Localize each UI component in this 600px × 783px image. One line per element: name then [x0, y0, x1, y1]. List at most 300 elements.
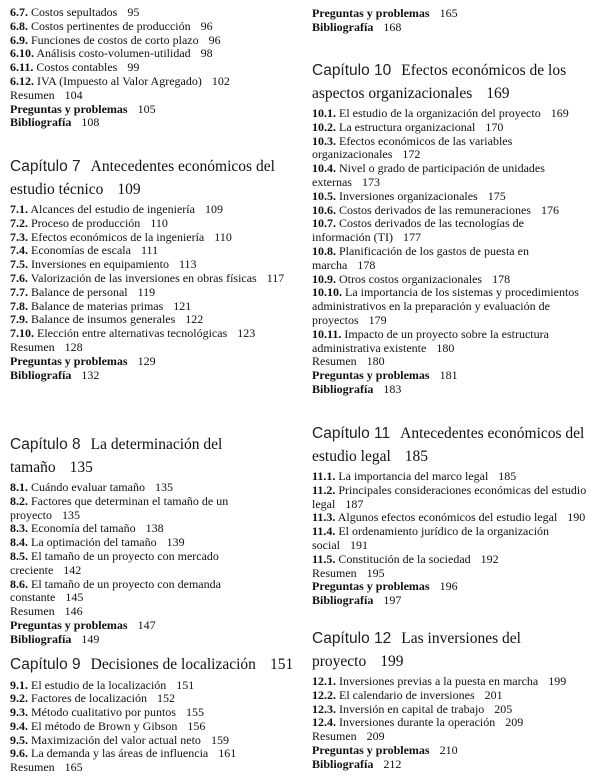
entry-title: Otros costos organizacionales — [339, 271, 483, 286]
entry-title-cont: legal — [312, 496, 336, 511]
entry-page: 104 — [64, 87, 83, 102]
entry-page: 177 — [402, 230, 421, 245]
chapter-heading — [10, 656, 302, 675]
entry-title: Inversiones en equipamiento — [31, 257, 169, 272]
entry-title: Método cualitativo por puntos — [31, 705, 176, 720]
toc-entry[interactable] — [10, 550, 302, 564]
entry-title: Factores que determinan el tamaño de un — [31, 493, 229, 508]
toc-section-ch6-tail — [10, 6, 302, 130]
toc-entry[interactable] — [312, 328, 600, 342]
entry-number: 8.1. — [10, 480, 28, 494]
entry-page: 197 — [383, 593, 402, 608]
entry-page: 178 — [492, 271, 511, 286]
entry-title: Costos contables — [36, 60, 118, 75]
entry-page: 128 — [64, 339, 83, 354]
toc-entry[interactable] — [312, 703, 600, 717]
entry-title-cont: constante — [10, 590, 56, 605]
entry-number: 6.11. — [10, 60, 34, 75]
entry-title: Cuándo evaluar tamaño — [31, 480, 145, 494]
toc-entry[interactable] — [312, 107, 600, 121]
toc-section-ch9 — [10, 656, 302, 775]
entry-number: 8.5. — [10, 548, 28, 563]
entry-page: 176 — [540, 202, 559, 217]
entry-number: 11.5. — [312, 551, 336, 566]
entry-title: Resumen — [10, 87, 55, 102]
entry-page: 212 — [383, 756, 402, 771]
toc-entry[interactable] — [312, 511, 600, 525]
entry-title-cont: creciente — [10, 562, 54, 577]
toc-entry[interactable] — [10, 734, 302, 748]
entry-page: 122 — [185, 312, 204, 327]
entry-page: 210 — [439, 742, 458, 757]
entry-number: 7.2. — [10, 215, 28, 230]
entry-page: 105 — [137, 101, 156, 116]
entry-title-cont: administrativos en la preparación y evaluación de — [312, 299, 550, 314]
toc-entry[interactable] — [312, 383, 600, 397]
entry-number: 10.4. — [312, 161, 336, 176]
chapter-title-cont: estudio legal — [312, 447, 391, 465]
toc-entry[interactable] — [312, 744, 600, 758]
entry-title: Economía del tamaño — [31, 521, 136, 536]
entry-page: 111 — [140, 243, 159, 258]
entry-number: 7.10. — [10, 326, 34, 341]
chapter-page: 185 — [404, 447, 429, 465]
entry-number: 8.3. — [10, 521, 28, 536]
entry-title: Constitución de la sociedad — [338, 551, 471, 566]
entry-number: 7.8. — [10, 298, 28, 313]
chapter-page: 199 — [380, 652, 404, 670]
entry-title: Preguntas y problemas — [10, 617, 128, 632]
toc-entry[interactable] — [10, 34, 302, 48]
entry-title: Factores de localización — [31, 691, 147, 706]
entry-page: 165 — [64, 760, 83, 775]
entry-page: 121 — [173, 298, 192, 313]
entry-number: 10.6. — [312, 202, 336, 217]
entry-page: 110 — [150, 215, 168, 230]
entry-title: Alcances del estudio de ingeniería — [30, 202, 195, 216]
entry-title: Costos derivados de las tecnologías de — [339, 216, 524, 231]
toc-entry[interactable] — [10, 706, 302, 720]
entry-page: 169 — [550, 106, 569, 120]
entry-page: 129 — [137, 353, 156, 368]
entry-title: Preguntas y problemas — [10, 353, 128, 368]
entry-number: 9.4. — [10, 718, 28, 733]
toc-entry[interactable] — [312, 162, 600, 176]
entry-title: Inversiones previas a la puesta en marcha — [339, 674, 539, 688]
toc-entry[interactable] — [312, 594, 600, 608]
toc-entry[interactable] — [10, 327, 302, 341]
entry-title: Costos sepultados — [31, 5, 118, 19]
toc-entry[interactable] — [10, 605, 302, 619]
entry-title: Bibliografía — [10, 367, 72, 382]
entry-title-cont: administrativa existente — [312, 340, 427, 355]
toc-entry[interactable] — [312, 21, 600, 35]
toc-section-ch10 — [312, 62, 600, 397]
entry-title: Costos pertinentes de producción — [31, 18, 191, 33]
entry-title: Preguntas y problemas — [312, 579, 430, 594]
chapter-title: Efectos económicos de los — [401, 62, 567, 79]
entry-title: Algunos efectos económicos del estudio legal — [337, 510, 558, 525]
entry-page: 113 — [178, 257, 197, 272]
entry-title: La estructura organizacional — [339, 119, 476, 134]
entry-title: Bibliografía — [312, 756, 374, 771]
toc-entry-cont — [312, 176, 600, 190]
entry-title: Resumen — [10, 604, 55, 619]
toc-entry-cont — [312, 231, 600, 245]
toc-entry[interactable] — [10, 20, 302, 34]
chapter-heading-cont — [10, 181, 302, 200]
entry-page: 95 — [127, 5, 140, 19]
entry-title: Análisis costo-volumen-utilidad — [36, 46, 191, 61]
entry-title: Resumen — [312, 354, 357, 369]
toc-entry[interactable] — [312, 7, 600, 21]
entry-number: 11.3. — [312, 510, 336, 525]
entry-title: Preguntas y problemas — [312, 6, 430, 20]
entry-page: 209 — [505, 715, 524, 730]
entry-number: 10.9. — [312, 271, 336, 286]
entry-page: 135 — [61, 507, 80, 522]
chapter-heading — [312, 62, 600, 81]
entry-page: 147 — [137, 617, 156, 632]
entry-page: 98 — [200, 46, 213, 61]
toc-entry[interactable] — [10, 89, 302, 103]
toc-entry-cont — [10, 509, 302, 523]
entry-number: 9.3. — [10, 705, 28, 720]
toc-entry[interactable] — [312, 758, 600, 772]
toc-entry[interactable] — [10, 244, 302, 258]
toc-entry[interactable] — [10, 369, 302, 383]
chapter-label: Capítulo 10 — [312, 62, 392, 79]
entry-title: La importancia de los sistemas y procedimientos — [345, 285, 579, 300]
entry-title: Efectos económicos de las variables — [339, 133, 513, 148]
entry-page: 142 — [63, 562, 82, 577]
toc-entry[interactable] — [312, 273, 600, 287]
entry-page: 179 — [368, 312, 387, 327]
chapter-page: 135 — [69, 458, 93, 476]
toc-entry[interactable] — [10, 355, 302, 369]
entry-title: Resumen — [312, 565, 357, 580]
toc-entry[interactable] — [312, 204, 600, 218]
chapter-title-cont: estudio técnico — [10, 180, 104, 198]
toc-entry[interactable] — [312, 286, 600, 300]
toc-entry[interactable] — [10, 313, 302, 327]
entry-number: 7.7. — [10, 284, 28, 299]
entry-title: La importancia del marco legal — [338, 469, 489, 483]
entry-title: Preguntas y problemas — [312, 368, 430, 383]
entry-page: 173 — [361, 174, 380, 189]
entry-number: 6.8. — [10, 18, 28, 33]
toc-entry[interactable] — [10, 495, 302, 509]
toc-entry[interactable] — [312, 135, 600, 149]
toc-entry[interactable] — [312, 484, 600, 498]
entry-page: 117 — [266, 270, 285, 285]
entry-title: El estudio de la localización — [31, 677, 167, 692]
chapter-title-cont: aspectos organizacionales — [312, 84, 473, 102]
entry-page: 180 — [436, 340, 455, 355]
entry-number: 7.1. — [10, 202, 28, 216]
toc-entry[interactable] — [10, 300, 302, 314]
entry-page: 187 — [345, 496, 364, 511]
entry-page: 110 — [214, 229, 232, 244]
entry-number: 8.2. — [10, 493, 28, 508]
entry-title: Bibliografía — [10, 631, 72, 646]
entry-title: Valorización de las inversiones en obras físicas — [30, 270, 257, 285]
entry-title: El calendario de inversiones — [339, 687, 475, 702]
toc-entry-cont — [312, 342, 600, 356]
entry-title: Proceso de producción — [31, 215, 141, 230]
chapter-heading-cont — [312, 85, 600, 104]
toc-entry[interactable] — [312, 553, 600, 567]
entry-page: 123 — [237, 326, 256, 341]
entry-page: 209 — [366, 729, 385, 744]
entry-number: 10.7. — [312, 216, 336, 231]
toc-entry[interactable] — [10, 286, 302, 300]
toc-entry[interactable] — [312, 689, 600, 703]
chapter-title: Decisiones de localización — [90, 656, 256, 673]
entry-number: 10.2. — [312, 119, 336, 134]
entry-page: 183 — [383, 381, 402, 396]
entry-title: IVA (Impuesto al Valor Agregado) — [37, 73, 202, 88]
entry-title: La optimación del tamaño — [31, 535, 157, 550]
entry-page: 201 — [484, 687, 503, 702]
toc-entry[interactable] — [10, 103, 302, 117]
entry-title: Balance de insumos generales — [31, 312, 176, 327]
toc-entry[interactable] — [10, 231, 302, 245]
toc-entry-cont — [10, 591, 302, 605]
chapter-label: Capítulo 12 — [312, 630, 392, 647]
entry-title: Planificación de los gastos de puesta en — [339, 243, 529, 258]
entry-title: Balance de materias primas — [31, 298, 164, 313]
entry-title-cont: proyectos — [312, 312, 359, 327]
toc-entry[interactable] — [312, 525, 600, 539]
entry-title: El estudio de la organización del proyecto — [339, 106, 541, 120]
toc-entry[interactable] — [10, 116, 302, 130]
entry-number: 10.1. — [312, 106, 336, 120]
entry-number: 10.11. — [312, 326, 342, 341]
toc-entry[interactable] — [312, 730, 600, 744]
entry-number: 6.9. — [10, 32, 28, 47]
entry-number: 11.2. — [312, 482, 336, 497]
entry-title: Inversiones durante la operación — [339, 715, 496, 730]
entry-title: Elección entre alternativas tecnológicas — [37, 326, 228, 341]
entry-title: Resumen — [312, 729, 357, 744]
toc-entry[interactable] — [312, 121, 600, 135]
toc-entry[interactable] — [10, 203, 302, 217]
entry-page: 96 — [200, 18, 213, 33]
entry-title-cont: proyecto — [10, 507, 52, 522]
toc-entry[interactable] — [10, 258, 302, 272]
chapter-heading-cont — [312, 448, 600, 467]
toc-entry[interactable] — [312, 675, 600, 689]
toc-entry[interactable] — [10, 75, 302, 89]
toc-entry[interactable] — [10, 747, 302, 761]
chapter-title: Antecedentes económicos del — [400, 425, 585, 442]
entry-title: El tamaño de un proyecto con mercado — [31, 548, 219, 563]
entry-title: Bibliografía — [312, 381, 374, 396]
entry-page: 170 — [485, 119, 504, 134]
entry-number: 6.10. — [10, 46, 34, 61]
entry-page: 119 — [137, 284, 156, 299]
toc-entry[interactable] — [10, 217, 302, 231]
entry-number: 9.1. — [10, 677, 28, 692]
entry-title: Economías de escala — [31, 243, 131, 258]
entry-page: 195 — [366, 565, 385, 580]
entry-title: Inversiones organizacionales — [339, 188, 478, 203]
chapter-heading-cont — [10, 459, 302, 478]
entry-page: 175 — [487, 188, 506, 203]
entry-number: 6.7. — [10, 5, 28, 19]
entry-number: 8.6. — [10, 576, 28, 591]
entry-page: 205 — [494, 701, 513, 716]
toc-entry[interactable] — [312, 716, 600, 730]
entry-page: 191 — [350, 537, 368, 552]
toc-section-ch12 — [312, 630, 600, 772]
toc-entry-cont — [312, 259, 600, 273]
entry-title: Preguntas y problemas — [312, 742, 430, 757]
chapter-title-cont: tamaño — [10, 458, 56, 476]
entry-page: 156 — [187, 718, 206, 733]
toc-entry[interactable] — [10, 522, 302, 536]
toc-entry[interactable] — [10, 272, 302, 286]
entry-title: Costos derivados de las remuneraciones — [339, 202, 531, 217]
entry-page: 185 — [498, 469, 517, 483]
entry-page: 146 — [64, 604, 83, 619]
entry-number: 12.3. — [312, 701, 336, 716]
entry-page: 138 — [145, 521, 164, 536]
entry-page: 155 — [185, 705, 204, 720]
entry-number: 8.4. — [10, 535, 28, 550]
toc-entry[interactable] — [10, 578, 302, 592]
entry-title: El método de Brown y Gibson — [31, 718, 178, 733]
entry-title: Impacto de un proyecto sobre la estructura — [344, 326, 549, 341]
entry-title: Bibliografía — [10, 115, 72, 130]
toc-entry[interactable] — [10, 6, 302, 20]
entry-title: Nivel o grado de participación de unidades — [339, 161, 545, 176]
chapter-heading-cont — [312, 653, 600, 672]
entry-number: 10.8. — [312, 243, 336, 258]
chapter-title: Las inversiones del — [401, 630, 521, 647]
entry-number: 9.6. — [10, 746, 28, 761]
chapter-heading — [10, 436, 302, 455]
toc-entry[interactable] — [10, 692, 302, 706]
entry-title: Balance de personal — [31, 284, 128, 299]
entry-number: 11.4. — [312, 524, 336, 539]
entry-page: 159 — [210, 732, 229, 747]
entry-number: 7.4. — [10, 243, 28, 258]
entry-title: Principales consideraciones económicas del estudio — [338, 482, 587, 497]
entry-title: Maximización del valor actual neto — [31, 732, 201, 747]
entry-number: 12.4. — [312, 715, 336, 730]
toc-entry[interactable] — [10, 720, 302, 734]
chapter-label: Capítulo 9 — [10, 656, 81, 673]
entry-page: 135 — [154, 480, 173, 494]
toc-section-ch9-tail — [312, 7, 600, 35]
entry-page: 151 — [176, 677, 195, 692]
entry-page: 180 — [366, 354, 385, 369]
toc-entry-cont — [312, 148, 600, 162]
entry-page: 145 — [65, 590, 84, 605]
toc-section-ch11 — [312, 425, 600, 608]
chapter-heading — [312, 630, 600, 649]
chapter-label: Capítulo 8 — [10, 436, 81, 453]
toc-entry[interactable] — [10, 341, 302, 355]
entry-page: 178 — [357, 257, 376, 272]
entry-page: 152 — [156, 691, 175, 706]
toc-entry[interactable] — [10, 633, 302, 647]
toc-entry-cont — [312, 498, 600, 512]
toc-entry-cont — [312, 539, 600, 553]
chapter-heading — [312, 425, 600, 444]
toc-entry[interactable] — [10, 619, 302, 633]
toc-entry[interactable] — [10, 481, 302, 495]
toc-entry[interactable] — [312, 580, 600, 594]
toc-entry[interactable] — [312, 355, 600, 369]
entry-title: Preguntas y problemas — [10, 101, 128, 116]
entry-number: 7.5. — [10, 257, 28, 272]
toc-entry[interactable] — [312, 217, 600, 231]
toc-entry[interactable] — [10, 61, 302, 75]
entry-page: 161 — [218, 746, 237, 761]
toc-entry[interactable] — [312, 190, 600, 204]
entry-page: 190 — [567, 510, 586, 525]
toc-entry[interactable] — [10, 536, 302, 550]
toc-entry-cont — [312, 300, 600, 314]
entry-page: 108 — [81, 115, 100, 130]
entry-title: Bibliografía — [312, 593, 374, 608]
toc-entry[interactable] — [312, 369, 600, 383]
entry-title-cont: social — [312, 537, 340, 552]
entry-number: 7.9. — [10, 312, 28, 327]
toc-section-ch8 — [10, 436, 302, 647]
entry-title: Efectos económicos de la ingeniería — [31, 229, 205, 244]
chapter-title-cont: proyecto — [312, 652, 367, 670]
entry-title-cont: información (TI) — [312, 230, 393, 245]
entry-page: 109 — [204, 202, 223, 216]
entry-number: 10.10. — [312, 285, 342, 300]
chapter-page: 151 — [269, 656, 294, 673]
chapter-label: Capítulo 7 — [10, 158, 81, 175]
entry-number: 12.2. — [312, 687, 336, 702]
entry-page: 192 — [480, 551, 499, 566]
chapter-title: La determinación del — [90, 436, 223, 453]
chapter-heading — [10, 158, 302, 177]
toc-entry-cont — [10, 564, 302, 578]
entry-page: 149 — [81, 631, 100, 646]
entry-number: 7.6. — [10, 270, 28, 285]
entry-title-cont: externas — [312, 174, 352, 189]
entry-title: El ordenamiento jurídico de la organización — [338, 524, 550, 539]
entry-number: 6.12. — [10, 73, 34, 88]
entry-number: 12.1. — [312, 674, 336, 688]
toc-entry[interactable] — [10, 761, 302, 775]
toc-entry[interactable] — [10, 679, 302, 693]
entry-page: 168 — [383, 19, 402, 34]
toc-entry[interactable] — [312, 245, 600, 259]
entry-number: 11.1. — [312, 469, 336, 483]
entry-title: Bibliografía — [312, 19, 374, 34]
entry-page: 172 — [402, 147, 421, 162]
entry-page: 132 — [81, 367, 100, 382]
entry-title: Resumen — [10, 760, 55, 775]
toc-entry[interactable] — [10, 47, 302, 61]
entry-title: Funciones de costos de corto plazo — [31, 32, 199, 47]
entry-number: 9.5. — [10, 732, 28, 747]
chapter-title: Antecedentes económicos del — [90, 158, 275, 175]
entry-title: Resumen — [10, 339, 55, 354]
toc-entry[interactable] — [312, 470, 600, 484]
toc-entry[interactable] — [312, 567, 600, 581]
entry-title: Inversión en capital de trabajo — [339, 701, 485, 716]
